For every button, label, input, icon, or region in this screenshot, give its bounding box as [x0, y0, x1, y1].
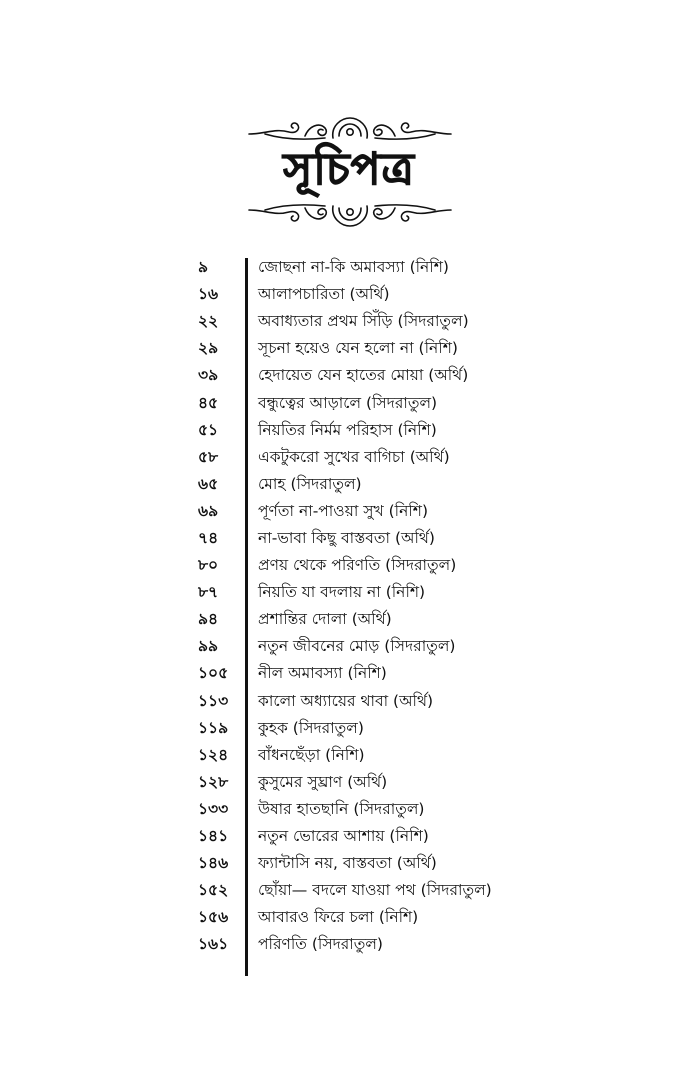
toc-page-number: ১১৯ [198, 718, 229, 737]
bottom-flourish-ornament [245, 198, 455, 232]
toc-chapter-title: উষার হাতছানি (সিদরাতুল) [258, 799, 425, 818]
toc-chapter-title: পরিণতি (সিদরাতুল) [258, 935, 383, 954]
toc-page-number: ৬৯ [198, 501, 219, 520]
toc-row [190, 660, 570, 687]
toc-page-number: ১৫৬ [198, 908, 229, 927]
toc-chapter-title: অবাধ্যতার প্রথম সিঁড়ি (সিদরাতুল) [258, 312, 469, 331]
toc-page-number: ১২৮ [198, 772, 229, 791]
toc-chapter-title: নীল অমাবস্যা (নিশি) [258, 664, 387, 683]
toc-page-number: ১৬১ [198, 935, 229, 954]
toc-row [190, 335, 570, 362]
toc-page-number: ৫৮ [198, 447, 219, 466]
toc-chapter-title: আবারও ফিরে চলা (নিশি) [258, 908, 419, 927]
toc-row [190, 715, 570, 742]
toc-page-number: ১৪১ [198, 827, 229, 846]
toc-row [190, 796, 570, 823]
toc-page-number: ১০৫ [198, 664, 229, 683]
toc-chapter-title: প্রণয় থেকে পরিণতি (সিদরাতুল) [258, 556, 457, 575]
toc-page-number: ২২ [198, 312, 219, 331]
toc-page-number: ৯ [198, 258, 209, 277]
toc-row [190, 606, 570, 633]
toc-row [190, 525, 570, 552]
toc-page-number: ১৪৬ [198, 854, 229, 873]
toc-chapter-title: বাঁধনছেঁড়া (নিশি) [258, 745, 365, 764]
toc-chapter-title: ছোঁয়া— বদলে যাওয়া পথ (সিদরাতুল) [258, 881, 492, 900]
toc-chapter-title: না-ভাবা কিছু বাস্তবতা (অর্থি) [258, 528, 435, 547]
toc-chapter-title: নতুন জীবনের মোড় (সিদরাতুল) [258, 637, 456, 656]
toc-chapter-title: ফ্যান্টাসি নয়, বাস্তবতা (অর্থি) [258, 854, 437, 873]
toc-chapter-title: সূচনা হয়েও যেন হলো না (নিশি) [258, 339, 458, 358]
toc-row [190, 308, 570, 335]
toc-chapter-title: নতুন ভোরের আশায় (নিশি) [258, 827, 429, 846]
toc-page-number: ২৯ [198, 339, 219, 358]
toc-row [190, 389, 570, 416]
toc-page-number: ৯৪ [198, 610, 219, 629]
toc-page-number: ৩৯ [198, 366, 219, 385]
toc-row [190, 552, 570, 579]
toc-row [190, 633, 570, 660]
toc-chapter-title: নিয়তির নির্মম পরিহাস (নিশি) [258, 420, 437, 439]
toc-page-number: ৯৯ [198, 637, 219, 656]
toc-row [190, 877, 570, 904]
toc-row [190, 823, 570, 850]
toc-row [190, 850, 570, 877]
toc-chapter-title: আলাপচারিতা (অর্থি) [258, 285, 390, 304]
toc-page-number: ৪৫ [198, 393, 219, 412]
toc-chapter-title: পূর্ণতা না-পাওয়া সুখ (নিশি) [258, 501, 428, 520]
toc-chapter-title: কুসুমের সুঘ্রাণ (অর্থি) [258, 772, 388, 791]
toc-chapter-title: বন্ধুত্বের আড়ালে (সিদরাতুল) [258, 393, 438, 412]
toc-row [190, 931, 570, 958]
toc-page-number: ৬৫ [198, 474, 219, 493]
page-title: সূচিপত্র [283, 144, 415, 195]
toc-page-number: ১২৪ [198, 745, 229, 764]
toc-chapter-title: একটুকরো সুখের বাগিচা (অর্থি) [258, 447, 450, 466]
toc-row [190, 444, 570, 471]
toc-page-number: ৫১ [198, 420, 219, 439]
toc-row [190, 362, 570, 389]
toc-chapter-title: জোছনা না-কি অমাবস্যা (নিশি) [258, 258, 449, 277]
toc-chapter-title: হেদায়েত যেন হাতের মোয়া (অর্থি) [258, 366, 469, 385]
toc-page-number: ১৬ [198, 285, 219, 304]
toc-page-number: ১৫২ [198, 881, 229, 900]
table-of-contents [190, 254, 570, 958]
toc-chapter-title: নিয়তি যা বদলায় না (নিশি) [258, 583, 426, 602]
toc-page-number: ৮০ [198, 556, 219, 575]
toc-row [190, 579, 570, 606]
toc-row [190, 417, 570, 444]
toc-row [190, 688, 570, 715]
toc-row [190, 769, 570, 796]
toc-row [190, 498, 570, 525]
toc-chapter-title: মোহ (সিদরাতুল) [258, 474, 362, 493]
toc-page-number: ১৩৩ [198, 799, 229, 818]
toc-row [190, 904, 570, 931]
toc-page-number: ১১৩ [198, 691, 229, 710]
toc-row [190, 471, 570, 498]
toc-page-number: ৭৪ [198, 528, 219, 547]
toc-chapter-title: কালো অধ্যায়ের থাবা (অর্থি) [258, 691, 434, 710]
toc-row [190, 254, 570, 281]
toc-row [190, 281, 570, 308]
toc-chapter-title: কুহক (সিদরাতুল) [258, 718, 364, 737]
toc-row [190, 742, 570, 769]
toc-page-number: ৮৭ [198, 583, 219, 602]
toc-chapter-title: প্রশান্তির দোলা (অর্থি) [258, 610, 392, 629]
